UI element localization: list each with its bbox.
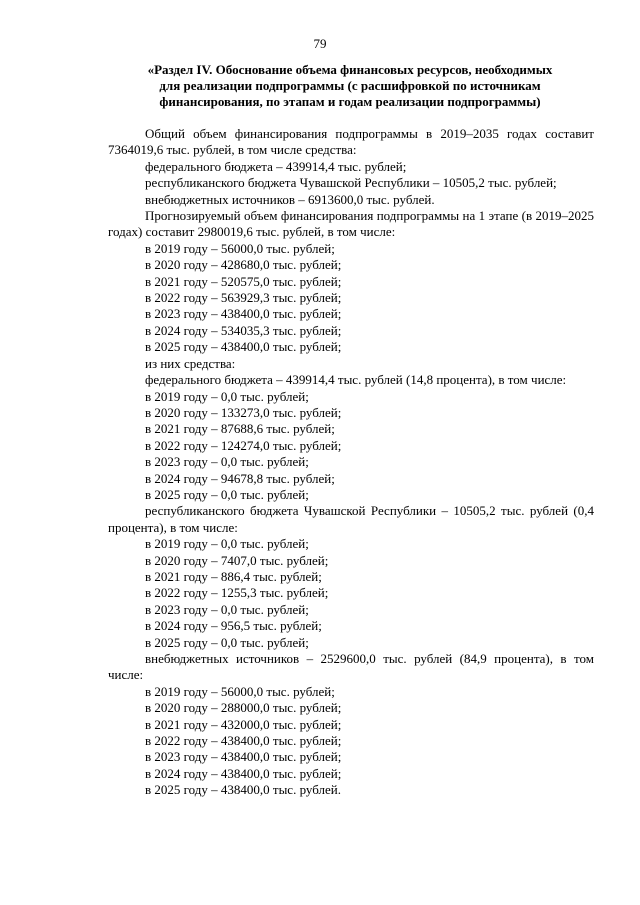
list-item: в 2024 году – 438400,0 тыс. рублей;	[145, 765, 342, 781]
list-item: в 2023 году – 0,0 тыс. рублей;	[145, 454, 309, 470]
list-item: республиканского бюджета Чувашской Республики – 10505,2 тыс. рублей;	[145, 175, 557, 191]
section-body	[108, 126, 594, 799]
list-item: в 2019 году – 56000,0 тыс. рублей;	[145, 683, 335, 699]
list-item: в 2021 году – 432000,0 тыс. рублей;	[145, 716, 342, 732]
list-item: в 2019 году – 0,0 тыс. рублей;	[145, 388, 309, 404]
list-item: внебюджетных источников – 6913600,0 тыс. рублей.	[145, 191, 435, 207]
list-item: в 2021 году – 520575,0 тыс. рублей;	[145, 273, 342, 289]
republic-paragraph: республиканского бюджета Чувашской Республики – 10505,2 тыс. рублей (0,4 процента), в том числе:	[108, 503, 594, 535]
list-item: в 2022 году – 124274,0 тыс. рублей;	[145, 437, 342, 453]
list-item: в 2025 году – 0,0 тыс. рублей;	[145, 634, 309, 650]
federal-paragraph: федерального бюджета – 439914,4 тыс. рублей (14,8 процента), в том числе:	[145, 372, 567, 388]
heading-line: «Раздел IV. Обоснование объема финансовых ресурсов, необходимых	[147, 62, 553, 77]
list-item: в 2019 году – 0,0 тыс. рублей;	[145, 536, 309, 552]
list-item: в 2020 году – 288000,0 тыс. рублей;	[145, 700, 342, 716]
stage1-paragraph: Прогнозируемый объем финансирования подпрограммы на 1 этапе (в 2019–2025 годах) составит 2980019,6 тыс. рублей, в том числе:	[108, 208, 594, 240]
heading-line: для реализации подпрограммы (с расшифровкой по источникам	[159, 78, 541, 93]
list-item: в 2025 году – 438400,0 тыс. рублей;	[145, 339, 342, 355]
list-item: в 2024 году – 534035,3 тыс. рублей;	[145, 322, 342, 338]
list-item: в 2023 году – 0,0 тыс. рублей;	[145, 601, 309, 617]
list-item: в 2025 году – 438400,0 тыс. рублей.	[145, 782, 341, 798]
list-item: в 2023 году – 438400,0 тыс. рублей;	[145, 306, 342, 322]
section-heading	[110, 62, 590, 110]
list-item: в 2020 году – 428680,0 тыс. рублей;	[145, 257, 342, 273]
offbudget-paragraph: внебюджетных источников – 2529600,0 тыс. рублей (84,9 процента), в том числе:	[108, 651, 594, 683]
total-financing-paragraph: Общий объем финансирования подпрограммы в 2019–2035 годах составит 7364019,6 тыс. рублей, в том числе средства:	[108, 126, 594, 158]
list-item: в 2020 году – 7407,0 тыс. рублей;	[145, 552, 329, 568]
of-them-label: из них средства:	[145, 355, 236, 371]
list-item: в 2024 году – 94678,8 тыс. рублей;	[145, 470, 335, 486]
list-item: в 2020 году – 133273,0 тыс. рублей;	[145, 404, 342, 420]
list-item: в 2024 году – 956,5 тыс. рублей;	[145, 618, 322, 634]
list-item: в 2019 году – 56000,0 тыс. рублей;	[145, 240, 335, 256]
list-item: в 2021 году – 886,4 тыс. рублей;	[145, 568, 322, 584]
list-item: в 2021 году – 87688,6 тыс. рублей;	[145, 421, 335, 437]
list-item: в 2023 году – 438400,0 тыс. рублей;	[145, 749, 342, 765]
list-item: в 2022 году – 438400,0 тыс. рублей;	[145, 733, 342, 749]
page-number: 79	[313, 36, 327, 51]
list-item: в 2025 году – 0,0 тыс. рублей;	[145, 486, 309, 502]
heading-line: финансирования, по этапам и годам реализации подпрограммы)	[159, 94, 541, 109]
list-item: в 2022 году – 1255,3 тыс. рублей;	[145, 585, 329, 601]
list-item: федерального бюджета – 439914,4 тыс. рублей;	[145, 158, 407, 174]
list-item: в 2022 году – 563929,3 тыс. рублей;	[145, 290, 342, 306]
